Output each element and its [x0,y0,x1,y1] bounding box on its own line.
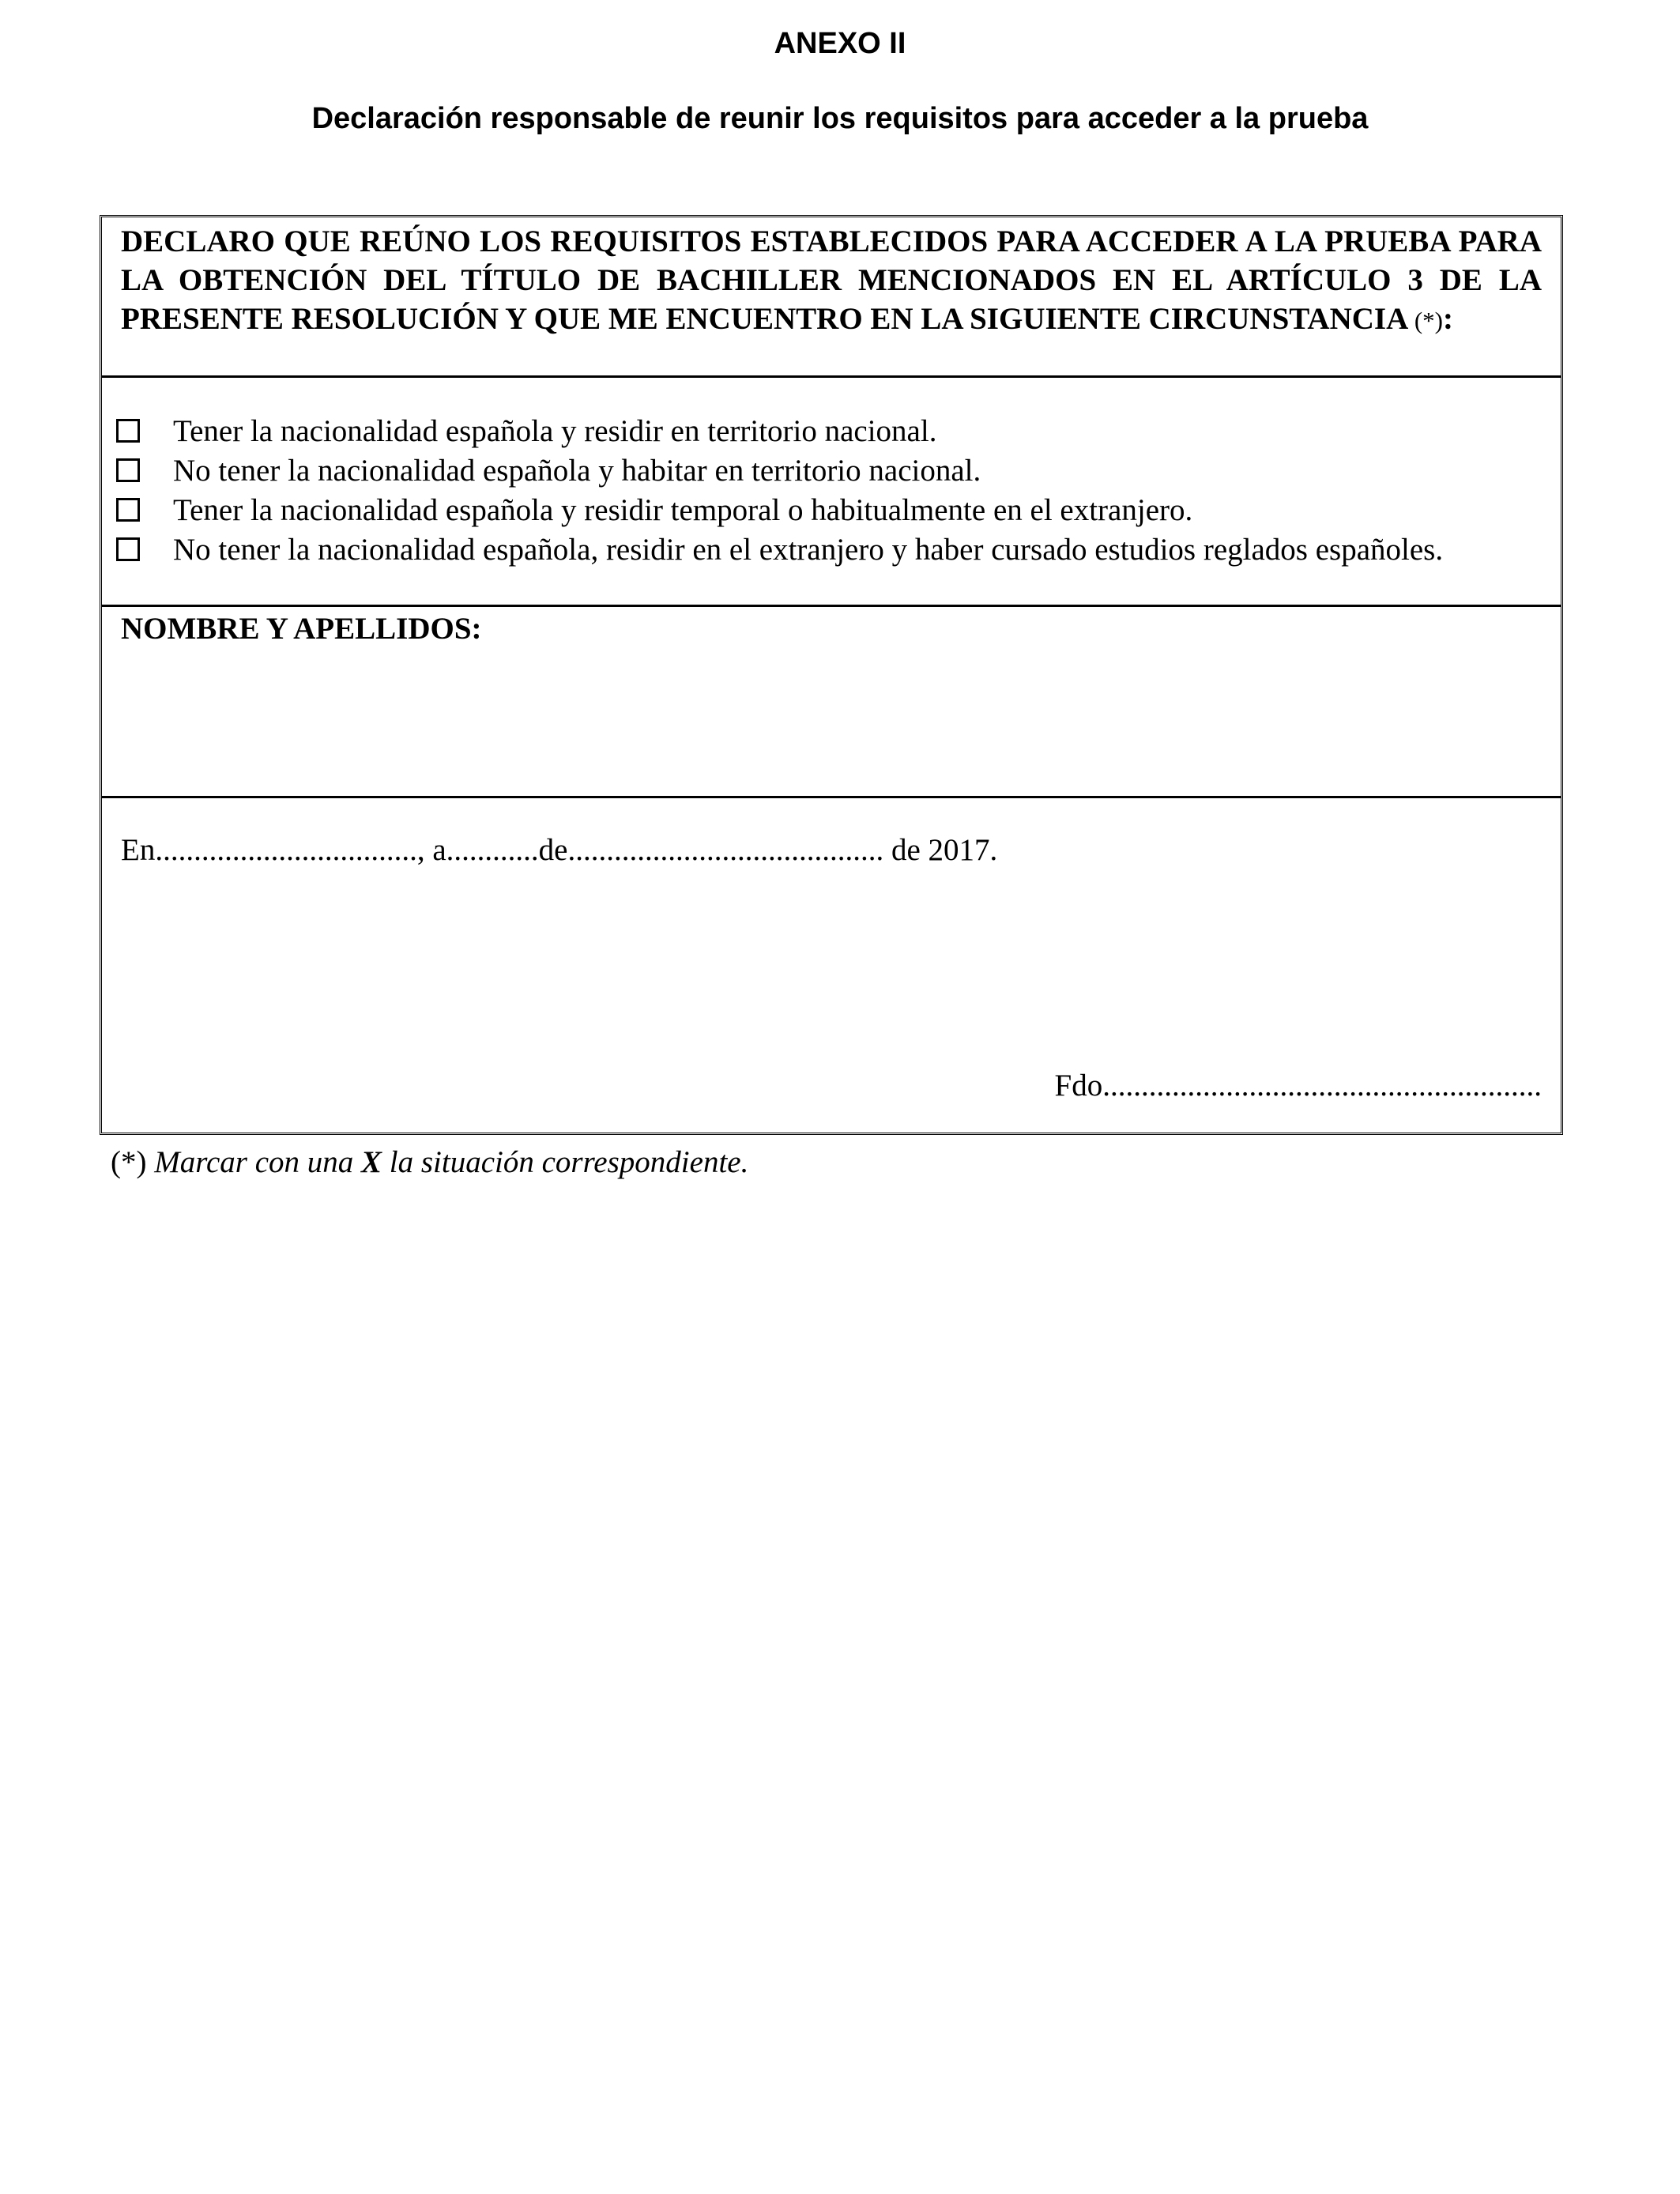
place-date-line[interactable]: En.................................., a............de......................................... de 2017. [121,833,998,867]
footnote-prefix: Marcar con una [146,1145,361,1179]
declaration-colon: : [1443,302,1454,336]
document-subtitle: Declaración responsable de reunir los requisitos para acceder a la prueba [311,102,1369,135]
option-row [116,450,1561,490]
option-label: Tener la nacionalidad española y residir temporal o habitualmente en el extranjero. [173,492,1193,527]
divider-options [102,605,1561,607]
signature-line[interactable]: Fdo......................................................... [1054,1069,1542,1103]
option-label: No tener la nacionalidad española y habitar en territorio nacional. [173,453,981,488]
declaration-asterisk: (*) [1414,307,1444,334]
annex-title: ANEXO II [774,27,906,60]
checkbox-option-1[interactable] [116,419,140,443]
footnote-suffix: la situación correspondiente. [382,1145,749,1179]
checkbox-option-2[interactable] [116,458,140,482]
checkbox-option-3[interactable] [116,498,140,522]
footnote-x: X [361,1145,382,1179]
footnote [111,1143,748,1182]
option-label: No tener la nacionalidad española, residir en el extranjero y haber cursado estudios reglados españoles. [173,532,1444,567]
divider-declaration [102,375,1561,378]
name-field-label: NOMBRE Y APELLIDOS: [121,612,482,646]
divider-name [102,796,1561,798]
option-row [116,411,1561,450]
footnote-mark: (*) [111,1145,147,1179]
option-row [116,530,1561,569]
circumstance-options [116,411,1561,569]
declaration-text: DECLARO QUE REÚNO LOS REQUISITOS ESTABLECIDOS PARA ACCEDER A LA PRUEBA PARA LA OBTENCIÓN DEL TÍTULO DE BACHILLER MENCIONADOS EN EL ARTÍCULO 3 DE LA PRESENTE RESOLUCIÓN Y QUE ME ENCUENTRO EN LA SIGUIENTE CIRCUNSTANCIA [121,224,1542,336]
declaration-statement [102,222,1561,340]
option-label: Tener la nacionalidad española y residir en territorio nacional. [173,413,937,448]
option-row [116,490,1561,530]
checkbox-option-4[interactable] [116,537,140,561]
declaration-form [100,215,1563,1135]
